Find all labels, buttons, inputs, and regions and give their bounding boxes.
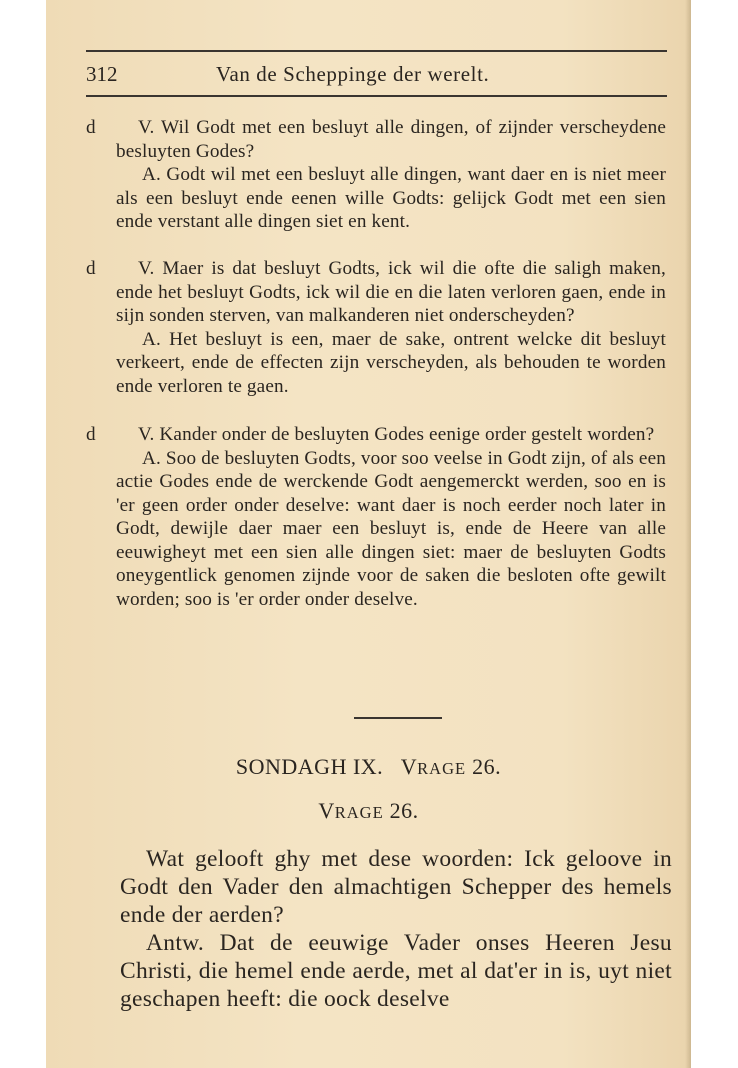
subhead-initial: V	[318, 798, 335, 823]
margin-marker: d	[86, 117, 96, 138]
qa-block	[86, 423, 666, 611]
section-divider	[354, 717, 442, 719]
vrage-initial: V	[400, 754, 418, 779]
running-header	[86, 58, 667, 90]
sunday-label: SONDAGH IX.	[235, 754, 384, 779]
running-title: Van de Scheppinge der werelt.	[216, 62, 490, 86]
page-number: 312	[86, 62, 118, 86]
subhead-number: 26.	[389, 798, 419, 823]
section-heading	[46, 754, 691, 780]
qa-block	[86, 116, 666, 234]
header-bottom-rule	[86, 95, 667, 97]
answer-text: A. Soo de besluyten Godts, voor soo veelse in Godt zijn, of als een actie Godes ende de werckende Godt aengemerckt werden, soo en is 'er geen order onder deselve: want daer is noch eerder noch later in Godt, dewijle daer maer een besluyt is, ende de Heere van alle eeuwigheyt met een sien alle dingen siet: maer de besluyten Godts oneygentlick genomen zijnde voor de saken die besloten ofte gewilt worden; soo is 'er order onder deselve.	[116, 447, 666, 610]
margin-marker: d	[86, 424, 96, 445]
margin-marker: d	[86, 258, 96, 279]
answer-text: A. Godt wil met een besluyt alle dingen, want daer en is niet meer als een besluyt ende eenen wille Godts: gelijck Godt met een sien ende verstant alle dingen siet en kent.	[116, 164, 666, 232]
question-text: V. Maer is dat besluyt Godts, ick wil die ofte die saligh maken, ende het besluyt Godts, ick wil die en die laten verloren gaen, ende in sijn sonden sterven, van malkanderen niet onderscheyden?	[116, 258, 666, 326]
question-subheading	[46, 798, 691, 824]
catechism-body	[120, 845, 672, 1013]
vrage-number: 26.	[472, 754, 502, 779]
question-text: V. Wil Godt met een besluyt alle dingen, of zijnder verscheydene besluyten Godes?	[116, 117, 666, 162]
header-top-rule	[86, 50, 667, 52]
page-edge-shadow	[685, 0, 691, 1068]
vrage-rest: RAGE	[417, 759, 467, 778]
qa-block	[86, 257, 666, 398]
book-page	[46, 0, 691, 1068]
subhead-rest: RAGE	[334, 803, 384, 822]
body-answer: Antw. Dat de eeuwige Vader onses Heeren Jesu Christi, die hemel ende aerde, met al dat'er in is, uyt niet geschapen heeft: die oock deselve	[120, 930, 672, 1012]
answer-text: A. Het besluyt is een, maer de sake, ontrent welcke dit besluyt verkeert, ende de effecten zijn verscheyden, als behouden te worden ende verloren te gaen.	[116, 328, 666, 397]
body-question: Wat gelooft ghy met dese woorden: Ick geloove in Godt den Vader den almachtigen Schepper des hemels ende der aerden?	[120, 846, 672, 928]
question-text: V. Kander onder de besluyten Godes eenige order gestelt worden?	[138, 424, 655, 445]
